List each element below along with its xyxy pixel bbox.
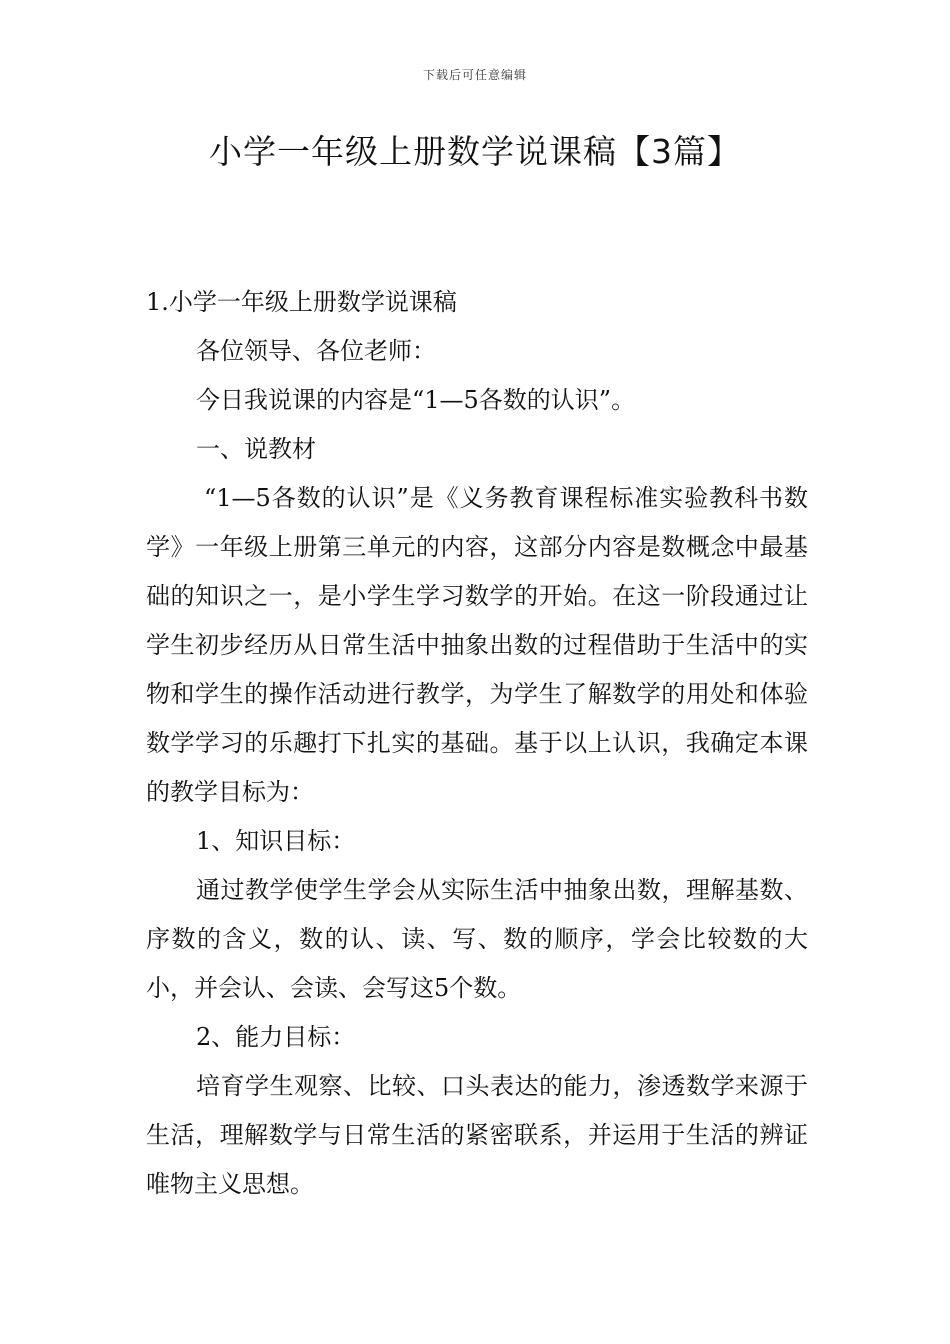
goal-two-heading: 2、能力目标： bbox=[196, 1023, 356, 1051]
section-heading: 1.小学一年级上册数学说课稿 bbox=[146, 288, 457, 316]
header-note: 下载后可任意编辑 bbox=[422, 68, 527, 82]
greeting-paragraph: 各位领导、各位老师： bbox=[196, 337, 436, 365]
material-paragraph: “1—5各数的认识”是《义务教育课程标准实验教科书数学》一年级上册第三单元的内容，这部分内容是数概念中最基础的知识之一，是小学生学习数学的开始。在这一阶段通过让学生初步经历从日常生活中抽象出数的过程借助于生活中的实物和学生的操作活动进行教学，为学生了解数学的用处和体验数学学习的乐趣打下扎实的基础。基于以上认识，我确定本课的教学目标为： bbox=[146, 484, 808, 806]
intro-paragraph: 今日我说课的内容是“1—5各数的认识”。 bbox=[196, 386, 636, 414]
goal-one-paragraph: 通过教学使学生学会从实际生活中抽象出数，理解基数、序数的含义，数的认、读、写、数的顺序，学会比较数的大小，并会认、会读、会写这5个数。 bbox=[146, 876, 808, 1002]
document-body bbox=[146, 278, 808, 1209]
goal-one-heading: 1、知识目标： bbox=[196, 827, 356, 855]
document-title: 小学一年级上册数学说课稿【3篇】 bbox=[209, 132, 741, 171]
part-one-heading: 一、说教材 bbox=[196, 435, 316, 463]
goal-two-paragraph: 培育学生观察、比较、口头表达的能力，渗透数学来源于生活，理解数学与日常生活的紧密联系，并运用于生活的辨证唯物主义思想。 bbox=[146, 1072, 808, 1198]
